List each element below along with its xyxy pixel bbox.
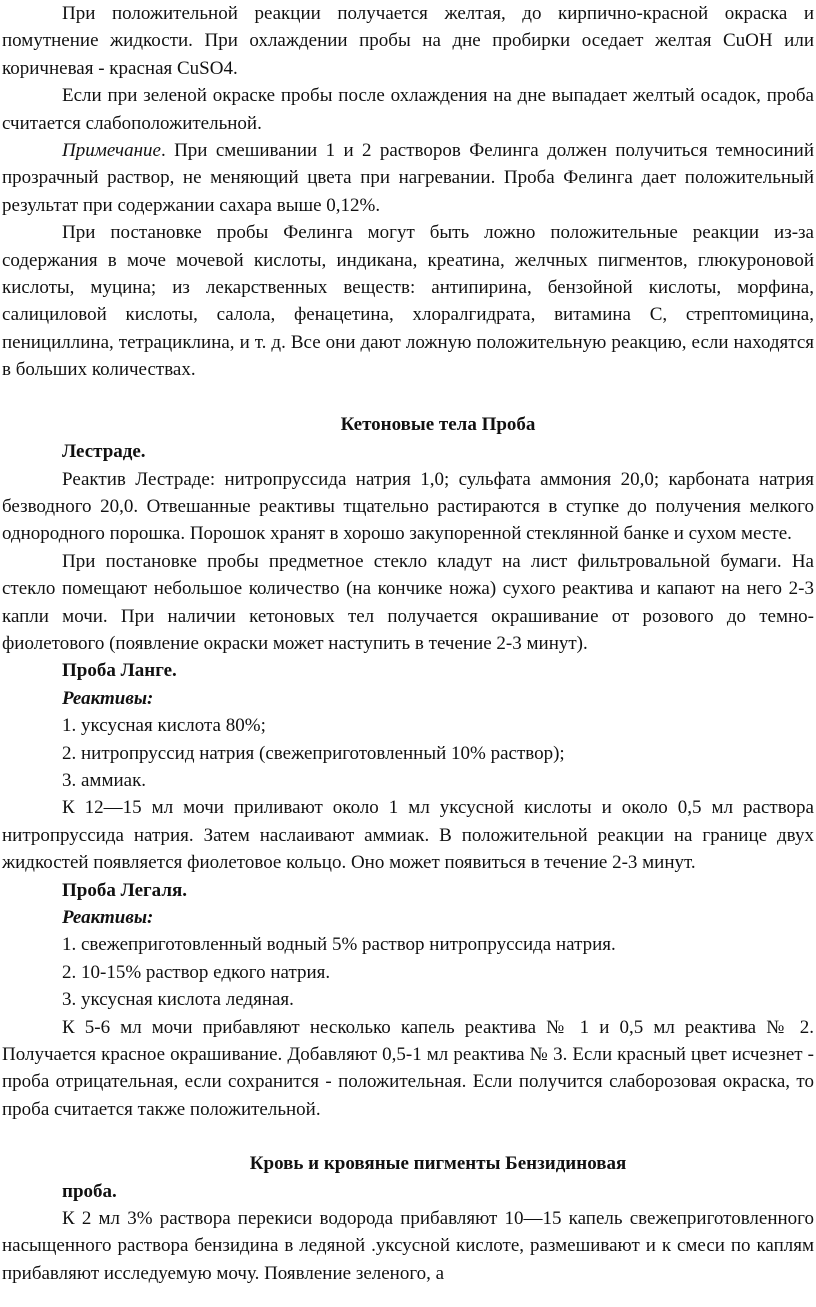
list-item: 2. нитропруссид натрия (свежеприготовленный 10% раствор); [62,742,565,764]
paragraph-note [2,137,814,219]
heading-legal: Проба Легаля. [62,879,188,901]
list-item: 1. свежеприготовленный водный 5% раствор нитропруссида натрия. [62,934,616,956]
paragraph-benzidine-procedure: К 2 мл 3% раствора перекиси водорода прибавляют 10—15 капель свежеприготовленного насыщенного раствора бензидина в ледяной .уксусной кислоте, размешивают и к смеси по каплям прибавляют исследуемую мочу. Появление зеленого, а [2,1208,814,1284]
list-item: 2. 10-15% раствор едкого натрия. [62,961,331,983]
paragraph-lange-procedure: К 12—15 мл мочи приливают около 1 мл уксусной кислоты и около 0,5 мл раствора нитропруссида натрия. Затем наслаивают аммиак. В положительной реакции на границе двух жидкостей появляется фиолетовое кольцо. Оно может появиться в течение 2-3 минут. [2,797,814,874]
heading-lange: Проба Ланге. [62,660,177,682]
section-heading-blood: Кровь и кровяные пигменты Бензидиновая [249,1153,627,1175]
list-item: 3. уксусная кислота ледяная. [62,989,294,1011]
paragraph-false-positive: При постановке пробы Фелинга могут быть ложно положительные реакции из-за содержания в моче мочевой кислоты, индикана, креатина, желчных пигментов, глюкуроновой кислоты, муцина; из лекарственных веществ: антипирина, бензойной кислоты, морфина, салициловой кислоты, салола, фенацетина, хлоралгидрата, витамина С, стрептомицина, пенициллина, тетрациклина, и т. д. Все они дают ложную положительную реакцию, если находятся в больших количествах. [2,222,814,381]
heading-benzidine: проба. [62,1180,117,1202]
list-item: 1. уксусная кислота 80%; [62,715,266,737]
paragraph-lestrade-reagent: Реактив Лестраде: нитропруссида натрия 1,0; сульфата аммония 20,0; карбоната натрия безводного 20,0. Отвешанные реактивы тщательно растираются в ступке до получения мелкого однородного порошка. Порошок хранят в хорошо закупоренной стеклянной банке и сухом месте. [2,468,814,545]
list-item: 3. аммиак. [62,769,147,791]
note-label: Примечание [62,140,161,162]
paragraph-lestrade-procedure: При постановке пробы предметное стекло кладут на лист фильтровальной бумаги. На стекло помещают небольшое количество (на кончике ножа) сухого реактива и капают на него 2-3 капли мочи. При наличии кетоновых тел получается окрашивание от розового до темно-фиолетового (появление окраски может наступить в течение 2-3 минут). [2,550,814,654]
paragraph-green-color: Если при зеленой окраске пробы после охлаждения на дне выпадает желтый осадок, проба считается слабоположительной. [2,85,814,134]
section-heading-ketone: Кетоновые тела Проба [340,413,536,435]
note-text: . При смешивании 1 и 2 растворов Фелинга должен получиться темносиний прозрачный раствор, не меняющий цвета при нагревании. Проба Фелинга дает положительный результат при содержании сахара выше 0,12%. [2,140,814,216]
heading-lestrade: Лестраде. [62,441,146,463]
paragraph-positive-reaction: При положительной реакции получается желтая, до кирпично-красной окраска и помутнение жидкости. При охлаждении пробы на дне пробирки оседает желтая CuOH или коричневая - красная CuSO4. [2,3,814,79]
spacer [2,1123,814,1150]
spacer [2,384,814,411]
paragraph-legal-procedure: К 5-6 мл мочи прибавляют несколько капель реактива № 1 и 0,5 мл реактива № 2. Получается красное окрашивание. Добавляют 0,5-1 мл реактива № 3. Если красный цвет исчезнет - проба отрицательная, если сохранится - положительная. Если получится слаборозовая окраска, то проба считается также положительной. [2,1016,814,1120]
legal-reagents-label: Реактивы: [62,907,154,928]
lange-reagents-label: Реактивы: [62,687,154,709]
